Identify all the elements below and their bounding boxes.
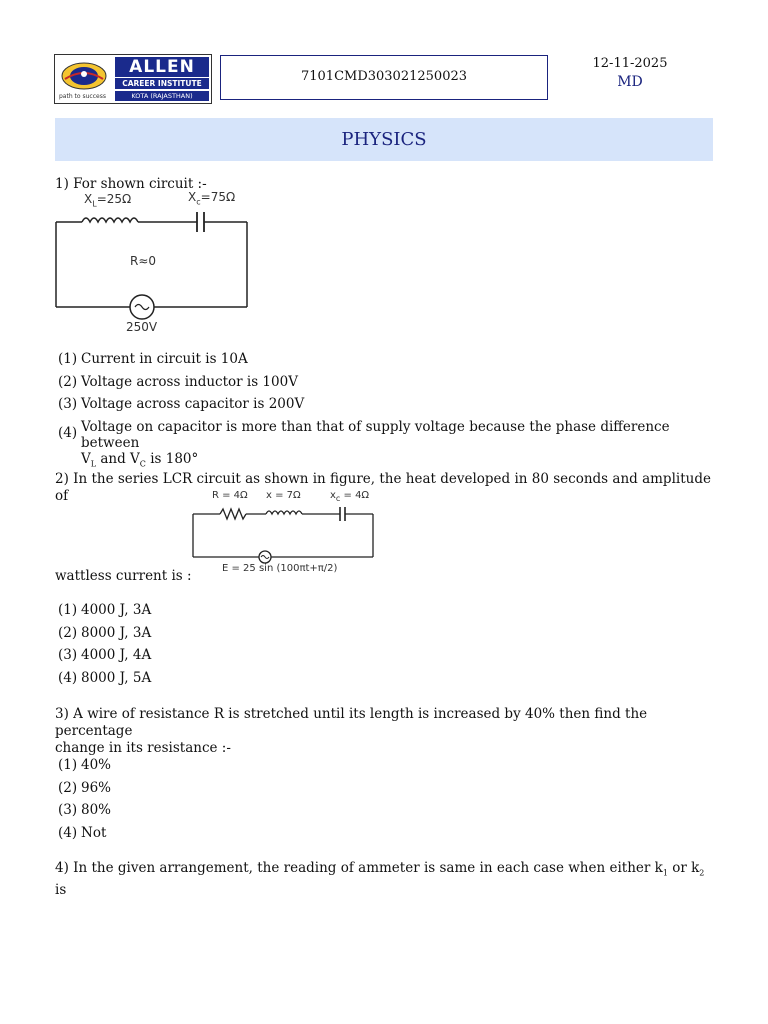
question-3-option-2[interactable]: (2) 96% — [58, 780, 112, 796]
question-2-text: 2) In the series LCR circuit as shown in figure, the heat developed in 80 seconds and amplitude of — [55, 471, 711, 504]
brand-motto: path to success — [59, 93, 106, 100]
paper-code: 7101CMD303021250023 — [300, 69, 468, 84]
question-2-text-continued: wattless current is : — [55, 568, 192, 584]
question-3-line-1: 3) A wire of resistance R is stretched until its length is increased by 40% then find the percentage — [55, 706, 648, 739]
capacitor-reactance-label: $X_c=75\Omega$ — [188, 190, 236, 207]
question-1-option-2[interactable]: (2) Voltage across inductor is 100V — [58, 374, 298, 390]
question-2-option-2[interactable]: (2) 8000 J, 3A — [58, 625, 152, 641]
question-2-option-3[interactable]: (3) 4000 J, 4A — [58, 647, 152, 663]
brand-name: ALLEN — [115, 57, 209, 77]
section-banner — [55, 118, 713, 161]
globe-emblem-icon — [59, 59, 109, 93]
lcr-inductive-reactance-label: x = 7Ω — [266, 490, 301, 501]
brand-tagline: CAREER INSTITUTE — [115, 78, 209, 89]
inductor-reactance-label: $X_L=25\Omega$ — [84, 192, 132, 209]
brand-location: KOTA (RAJASTHAN) — [115, 91, 209, 101]
lcr-capacitive-reactance-label: $x_c = 4\Omega$ — [330, 490, 370, 503]
question-3-text — [55, 706, 715, 757]
allen-logo — [54, 54, 212, 104]
exam-date: 12-11-2025 — [592, 56, 668, 71]
lcr-emf-label: E = 25 sin (100πt+π/2) — [222, 563, 338, 574]
stream-label: MD — [617, 74, 643, 90]
question-1-option-1[interactable]: (1) Current in circuit is 10A — [58, 351, 248, 367]
resistance-label: R≈0 — [130, 254, 157, 268]
question-3-option-1[interactable]: (1) 40% — [58, 757, 112, 773]
question-2-option-4[interactable]: (4) 8000 J, 5A — [58, 670, 152, 686]
option-4-line-1: Voltage on capacitor is more than that of supply voltage because the phase difference between — [81, 419, 670, 451]
question-3-option-3[interactable]: (3) 80% — [58, 802, 112, 818]
lcr-resistance-label: R = 4Ω — [212, 490, 248, 501]
supply-voltage-label: 250V — [126, 320, 158, 334]
section-title: PHYSICS — [341, 129, 427, 150]
question-3-option-4[interactable]: (4) Not — [58, 825, 107, 841]
question-1-circuit-figure — [54, 190, 254, 340]
paper-code-box — [220, 55, 548, 100]
question-4-text: 4) In the given arrangement, the reading of ammeter is same in each case when either $k_1$ or $k_2$ is — [55, 860, 705, 898]
question-3-line-2: change in its resistance :- — [55, 740, 231, 756]
question-2-circuit-figure — [190, 490, 380, 580]
option-4-line-2: $V_L$ and $V_C$ is 180° — [81, 451, 199, 469]
question-1-text: 1) For shown circuit :- — [55, 176, 207, 192]
question-1-option-3[interactable]: (3) Voltage across capacitor is 200V — [58, 396, 305, 412]
question-2-option-1[interactable]: (1) 4000 J, 3A — [58, 602, 152, 618]
